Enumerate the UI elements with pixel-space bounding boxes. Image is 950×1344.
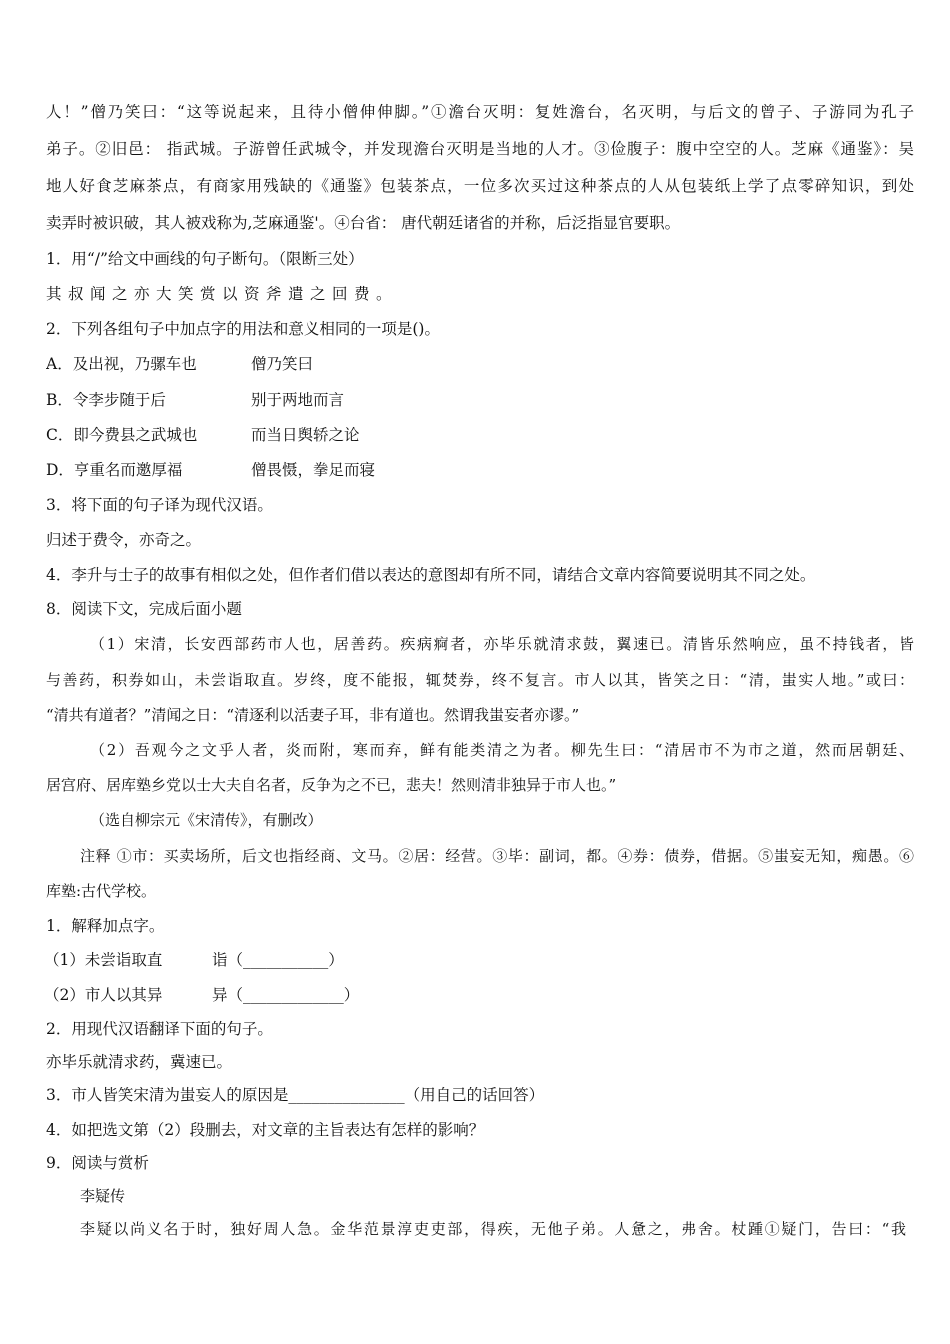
option-c-left: C．即今费县之武城也 [46, 426, 198, 444]
option-b-right: 别于两地而言 [251, 391, 345, 409]
question-2: 2．下列各组句子中加点字的用法和意义相同的一项是()。 [46, 320, 440, 338]
annotation-line-2: 弟子。②旧邑： 指武城。子游曾任武城令，并发现澹台灭明是当地的人才。③俭腹子：腹中空空的人。芝麻《通鉴》：吴 [46, 140, 914, 158]
section-8-title: 8．阅读下文，完成后面小题 [46, 600, 242, 618]
option-c [46, 423, 914, 447]
section-8-question-1: 1．解释加点字。 [46, 917, 165, 935]
option-a-right: 僧乃笑曰 [251, 355, 314, 373]
option-b [46, 388, 914, 412]
question-3-sentence: 归述于费令，亦奇之。 [46, 531, 202, 549]
option-d [46, 458, 914, 482]
passage-para-1-line-1: （1）宋清，长安西部药市人也，居善药。疾病痾者，亦毕乐就清求鼓，翼速已。清皆乐然响应，虽不持钱者，皆 [90, 635, 914, 653]
notes-line-2: 库塾:古代学校。 [46, 882, 157, 900]
section-8-question-2: 2．用现代汉语翻译下面的句子。 [46, 1020, 273, 1038]
option-a-left: A．及出视，乃骡车也 [46, 355, 197, 373]
passage-para-2-line-1: （2）吾观今之文乎人者，炎而附，寒而弃，鲜有能类清之为者。柳先生曰：“清居市不为市之道，然而居朝廷、 [90, 741, 914, 759]
passage-para-2-line-2: 居宫府、居库塾乡党以士大夫自名者，反争为之不已，悲夫！然则清非独异于市人也。” [46, 776, 617, 794]
section-8-question-2-sentence: 亦毕乐就清求药，冀速已。 [46, 1053, 233, 1071]
question-3: 3．将下面的句子译为现代汉语。 [46, 496, 273, 514]
section-9-title: 9．阅读与赏析 [46, 1154, 149, 1172]
question-1-sentence: 其叔闻之亦大笑赏以资斧遣之回费。 [46, 285, 399, 303]
section-8-question-4: 4．如把选文第（2）段删去，对文章的主旨表达有怎样的影响？ [46, 1121, 485, 1139]
question-4: 4．李升与士子的故事有相似之处，但作者们借以表达的意图却有所不同，请结合文章内容简要说明其不同之处。 [46, 566, 816, 584]
item-1-phrase: （1）未尝诣取直 [44, 951, 163, 969]
option-b-left: B．令李步随于后 [46, 391, 166, 409]
notes-line-1: 注释 ①市：买卖场所，后文也指经商、文马。②居：经营。③毕：副词，都。④券：债券，借据。⑤蚩妄无知，痴愚。⑥ [80, 847, 914, 865]
section-9-passage-line-1: 李疑以尚义名于时，独好周人急。金华范景淳吏吏部，得疾，无他子弟。人惫之，弗舍。杖踵①疑门，告曰：“我 [80, 1220, 906, 1238]
annotation-line-4: 卖弄时被识破，其人被戏称为,芝麻通鉴'。④台省： 唐代朝廷诸省的并称，后泛指显官要职。 [46, 214, 681, 232]
annotation-line-1: 人！”僧乃笑曰：“这等说起来，且待小僧伸伸脚。”①澹台灭明：复姓澹台，名灭明，与后文的曾子、子游同为孔子 [46, 103, 914, 121]
option-a [46, 352, 914, 376]
section-8-question-1-item-1 [44, 948, 912, 972]
annotation-line-3: 地人好食芝麻茶点，有商家用残缺的《通鉴》包装茶点，一位多次买过这种茶点的人从包装纸上学了点零碎知识，到处 [46, 177, 914, 195]
option-d-right: 僧畏慑，拳足而寝 [251, 461, 376, 479]
passage-source: （选自柳宗元《宋清传》，有删改） [90, 811, 323, 829]
item-1-blank: 诣（___________） [212, 951, 344, 969]
section-9-passage-title: 李疑传 [80, 1187, 126, 1205]
option-d-left: D．亨重名而邀厚福 [46, 461, 183, 479]
section-8-question-3: 3．市人皆笑宋清为蚩妄人的原因是_______________（用自己的话回答） [46, 1086, 545, 1104]
passage-para-1-line-3: “清共有道者？”清闻之日：“清逐利以活妻子耳，非有道也。然谓我蚩妄者亦谬。” [46, 706, 580, 724]
item-2-phrase: （2）市人以其异 [44, 986, 163, 1004]
option-c-right: 而当日舆轿之论 [251, 426, 360, 444]
section-8-question-1-item-2 [44, 983, 912, 1007]
item-2-blank: 异（_____________） [212, 986, 360, 1004]
question-1: 1．用“/”给文中画线的句子断句。（限断三处） [46, 250, 364, 268]
passage-para-1-line-2: 与善药，积券如山，未尝诣取直。岁终，度不能报，辄焚券，终不复言。市人以其，皆笑之日：“清，蚩实人地。”或曰： [46, 671, 914, 689]
